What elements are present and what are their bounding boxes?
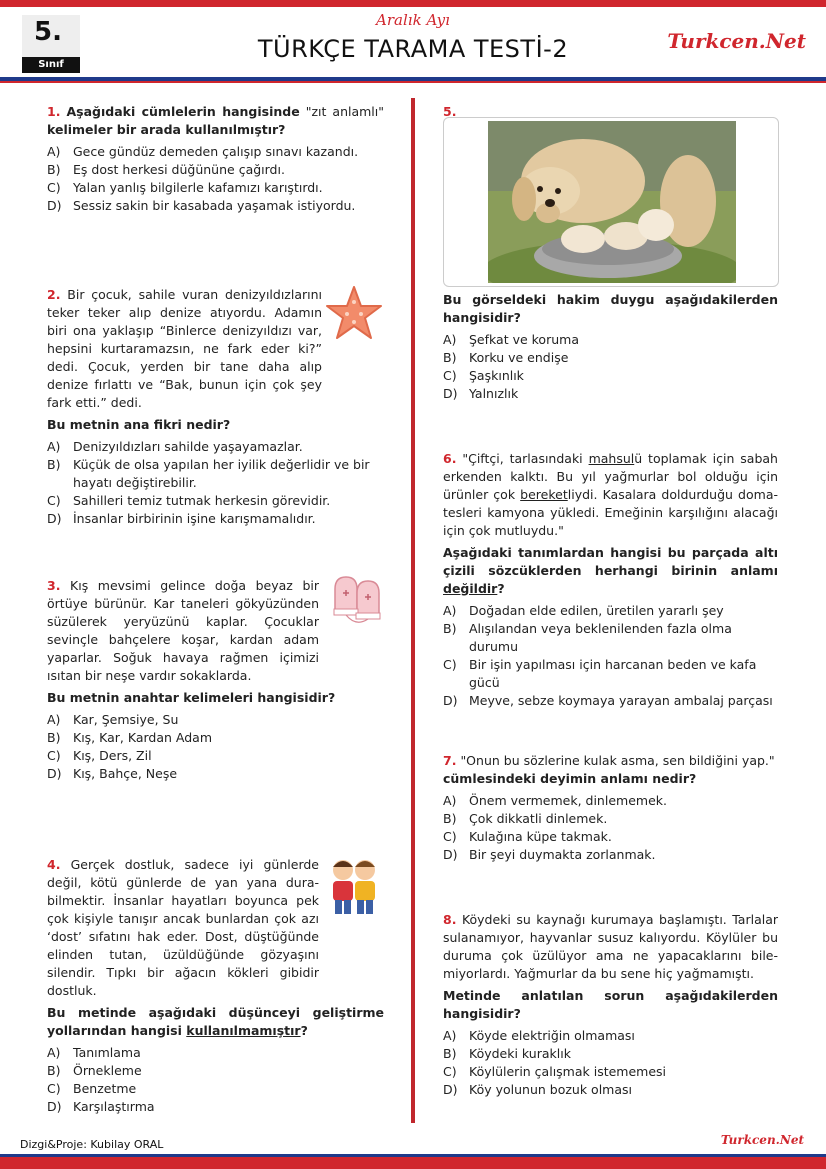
question-number: 6. [443,451,457,466]
option-letter: B) [443,350,457,365]
option-text: İnsanlar birbirinin işine karışmamalıdır. [73,511,316,526]
option-b[interactable] [443,1045,778,1063]
dog-with-puppies-photo [488,121,736,283]
option-letter: D) [47,198,62,213]
option-b[interactable] [443,620,778,656]
option-letter: D) [443,847,458,862]
stem-underlined: kullanılmamıştır [186,1023,301,1038]
question-stem: Bu metnin ana fikri nedir? [47,417,231,432]
question-text [443,911,778,983]
option-text: Köylülerin çalışmak istememesi [469,1064,667,1079]
question-number: 1. [47,104,61,119]
question-number: 5. [443,104,457,119]
option-b[interactable] [47,456,384,492]
option-letter: B) [443,621,457,636]
grade-label: Sınıf [22,57,80,73]
question-8 [443,911,778,1099]
question-stem: Metinde anlatılan sorun aşağıdakilerden hangisidir? [443,988,778,1021]
option-d[interactable] [443,1081,778,1099]
question-text [47,286,322,412]
option-a[interactable] [443,792,778,810]
option-text: Köydeki kuraklık [469,1046,571,1061]
option-c[interactable] [47,492,384,510]
option-text: Eş dost herkesi düğününe çağırdı. [73,162,285,177]
stem-part: ? [300,1023,308,1038]
question-number: 2. [47,287,61,302]
option-text: Bir şeyi duymakta zorlanmak. [469,847,656,862]
bottom-red-bar [0,1157,826,1169]
option-text: Kış, Kar, Kardan Adam [73,730,213,745]
option-letter: D) [443,693,458,708]
option-text: Yalnızlık [469,386,519,401]
month-label: Aralık Ayı [376,11,450,29]
option-text: Doğadan elde edilen, üretilen yararlı şey [469,603,724,618]
option-c[interactable] [47,179,384,197]
passage: liydi. Kasalara doldurduğu doma-tesleri kamyona yükledi. Emeğinin karşılığını alacağı için çok mutluydu." [443,487,778,538]
footer-brand-logo: Turkcen.Net [720,1133,804,1147]
question-number: 4. [47,857,61,872]
question-5 [443,291,778,403]
question-text [443,450,778,540]
option-letter: C) [47,180,61,195]
starfish-icon [325,284,383,342]
option-text: Benzetme [73,1081,137,1096]
option-c[interactable] [47,747,384,765]
stem-part: Aşağıdaki cümlelerin hangisinde [66,104,300,119]
option-d[interactable] [47,1098,384,1116]
option-d[interactable] [443,846,778,864]
option-letter: C) [443,1064,457,1079]
option-letter: D) [443,386,458,401]
option-d[interactable] [47,765,384,783]
option-text: Kulağına küpe takmak. [469,829,612,844]
option-letter: B) [47,457,61,472]
option-a[interactable] [47,143,384,161]
option-c[interactable] [443,656,778,692]
question-2 [47,286,384,528]
option-a[interactable] [443,602,778,620]
question-stem [47,1004,384,1040]
passage: Bir çocuk, sahile vuran denizyıldızlarını teker teker alıp denize atıyordu. Adamın biri ona yaklaşıp “Binlerce denizyıldızı var, hepsini kurtaramazsın, ne fark eder ki?” dedi. Çocuk, yerden bir tane daha alıp denize fırlattı ve “Bak, bunun için çok şey fark etti.” dedi. [47,287,322,410]
option-b[interactable] [47,729,384,747]
option-letter: C) [443,657,457,672]
option-letter: C) [443,368,457,383]
underlined-word: bereket [520,487,568,502]
question-4 [47,856,384,1116]
option-letter: D) [443,1082,458,1097]
option-d[interactable] [47,510,384,528]
option-letter: B) [47,162,61,177]
option-text: Küçük de olsa yapılan her iyilik değerlidir ve bir hayatı değiştirebilir. [73,457,370,490]
option-letter: A) [443,603,457,618]
option-text: Gece gündüz demeden çalışıp sınavı kazandı. [73,144,359,159]
option-text: Köyde elektriğin olmaması [469,1028,635,1043]
question-7 [443,752,778,864]
options [443,331,778,403]
quote: "Onun bu sözlerine kulak asma, sen bildiğini yap." [460,753,775,768]
underlined-word: mahsul [588,451,635,466]
photo-frame [443,117,779,287]
option-letter: B) [443,1046,457,1061]
option-letter: A) [443,1028,457,1043]
column-divider [411,98,415,1123]
options [47,438,384,528]
option-text: Örnekleme [73,1063,142,1078]
top-red-bar [0,0,826,7]
option-text: Meyve, sebze koymaya yarayan ambalaj parçası [469,693,773,708]
question-stem [47,103,384,139]
options [443,792,778,864]
option-text: Şefkat ve koruma [469,332,579,347]
question-number: 8. [443,912,457,927]
question-text [443,752,778,770]
option-letter: D) [47,766,62,781]
option-letter: A) [443,793,457,808]
option-text: Korku ve endişe [469,350,569,365]
option-text: Çok dikkatli dinlemek. [469,811,608,826]
option-a[interactable] [47,711,384,729]
option-d[interactable] [443,692,778,710]
passage: "Çiftçi, tarlasındaki [462,451,589,466]
option-c[interactable] [443,367,778,385]
option-letter: A) [47,1045,61,1060]
stem-part: kelimeler bir arada kullanılmıştır? [47,122,286,137]
passage: ü toplamak için sabah erkenden kalktı. Bu yıl yağmurlar bol olduğu için ürünler çok [443,451,778,502]
option-text: Tanımlama [73,1045,141,1060]
options [443,602,778,710]
option-b[interactable] [47,161,384,179]
option-c[interactable] [47,1080,384,1098]
question-1 [47,103,384,215]
option-letter: C) [47,493,61,508]
question-stem: Bu metnin anahtar kelimeleri hangisidir? [47,690,336,705]
option-a[interactable] [47,438,384,456]
question-number: 7. [443,753,457,768]
question-number: 3. [47,578,61,593]
question-6 [443,450,778,710]
option-text: Sahilleri temiz tutmak herkesin görevidir. [73,493,331,508]
options [47,711,384,783]
option-text: Şaşkınlık [469,368,524,383]
option-a[interactable] [443,331,778,349]
option-b[interactable] [443,810,778,828]
option-c[interactable] [443,828,778,846]
question-stem [443,544,778,598]
stem-part: Aşağıdaki tanımlardan hangisi bu parçada altı çizili sözcüklerden herhangi birinin anlamı [443,545,778,578]
option-text: Önem vermemek, dinlememek. [469,793,667,808]
option-text: Kış, Bahçe, Neşe [73,766,178,781]
grade-number: 5. [34,17,62,47]
option-c[interactable] [443,1063,778,1081]
option-text: Yalan yanlış bilgilerle kafamızı karıştırdı. [73,180,323,195]
option-letter: C) [47,1081,61,1096]
question-stem: Bu görseldeki hakim duygu aşağıdakilerden hangisidir? [443,292,778,325]
option-text: Bir işin yapılması için harcanan beden ve kafa gücü [469,657,757,690]
passage: Gerçek dostluk, sadece iyi günlerde değil, kötü günlerde de yan yana dura-bilmektir. İnsanlar hayatları boyunca pek çok kişiyle tanışır ancak bunlardan çok azı ‘dost’ sıfatını hak eder. Dost, düştüğünde elinden tutan, üzüldüğünde gözyaşını silendir. Tıpkı bir ağacın kökleri gibidir dostluk. [47,857,319,998]
option-letter: A) [47,439,61,454]
option-letter: B) [47,1063,61,1078]
page-header [0,7,826,77]
passage: Köydeki su kaynağı kurumaya başlamıştı. Tarlalar sulanamıyor, hayvanlar susuz kalıyordu. Köylüler bu duruma çok üzülüyor ama ne yapacaklarını bile-miyorlardı. Yağmurlar da bu sene hiç yağmamıştı. [443,912,778,981]
question-text [47,856,319,1000]
option-text: Kış, Ders, Zil [73,748,152,763]
option-text: Denizyıldızları sahilde yaşayamazlar. [73,439,303,454]
footer-credit: Dizgi&Proje: Kubilay ORAL [20,1138,164,1151]
option-letter: D) [47,511,62,526]
option-text: Kar, Şemsiye, Su [73,712,179,727]
passage: Kış mevsimi gelince doğa beyaz bir örtüye bürünür. Kar taneleri gökyüzünden süzülerek yeryüzünü kaplar. Çocuklar sevinçle bahçelere koşar, kardan adam yaparlar. Soğuk havaya rağmen içimizi ısıtan bir neşe vardır sokaklarda. [47,578,319,683]
stem-part: "zıt anlamlı" [299,104,384,119]
option-letter: B) [47,730,61,745]
options [47,1044,384,1116]
brand-logo: Turkcen.Net [667,29,806,53]
header-rule-red [0,81,826,83]
option-letter: A) [47,712,61,727]
option-a[interactable] [47,1044,384,1062]
stem-underlined: değildir [443,581,498,596]
option-text: Alışılandan veya beklenilenden fazla olma durumu [469,621,732,654]
mittens-icon [329,573,385,629]
question-stem: cümlesindeki deyimin anlamı nedir? [443,771,697,786]
stem-part: Bu metinde aşağıdaki düşünceyi geliştirme yollarından hangisi [47,1005,384,1038]
option-letter: A) [443,332,457,347]
option-text: Köy yolunun bozuk olması [469,1082,632,1097]
question-3 [47,577,384,783]
page-title: TÜRKÇE TARAMA TESTİ-2 [257,35,569,63]
option-text: Sessiz sakin bir kasabada yaşamak istiyordu. [73,198,356,213]
option-letter: A) [47,144,61,159]
option-b[interactable] [443,349,778,367]
option-letter: C) [47,748,61,763]
option-letter: B) [443,811,457,826]
options [47,143,384,215]
option-a[interactable] [443,1027,778,1045]
options [443,1027,778,1099]
friends-icon [325,856,383,916]
option-letter: C) [443,829,457,844]
question-text [47,577,319,685]
option-text: Karşılaştırma [73,1099,155,1114]
option-letter: D) [47,1099,62,1114]
option-b[interactable] [47,1062,384,1080]
option-d[interactable] [47,197,384,215]
stem-part: ? [497,581,505,596]
option-d[interactable] [443,385,778,403]
